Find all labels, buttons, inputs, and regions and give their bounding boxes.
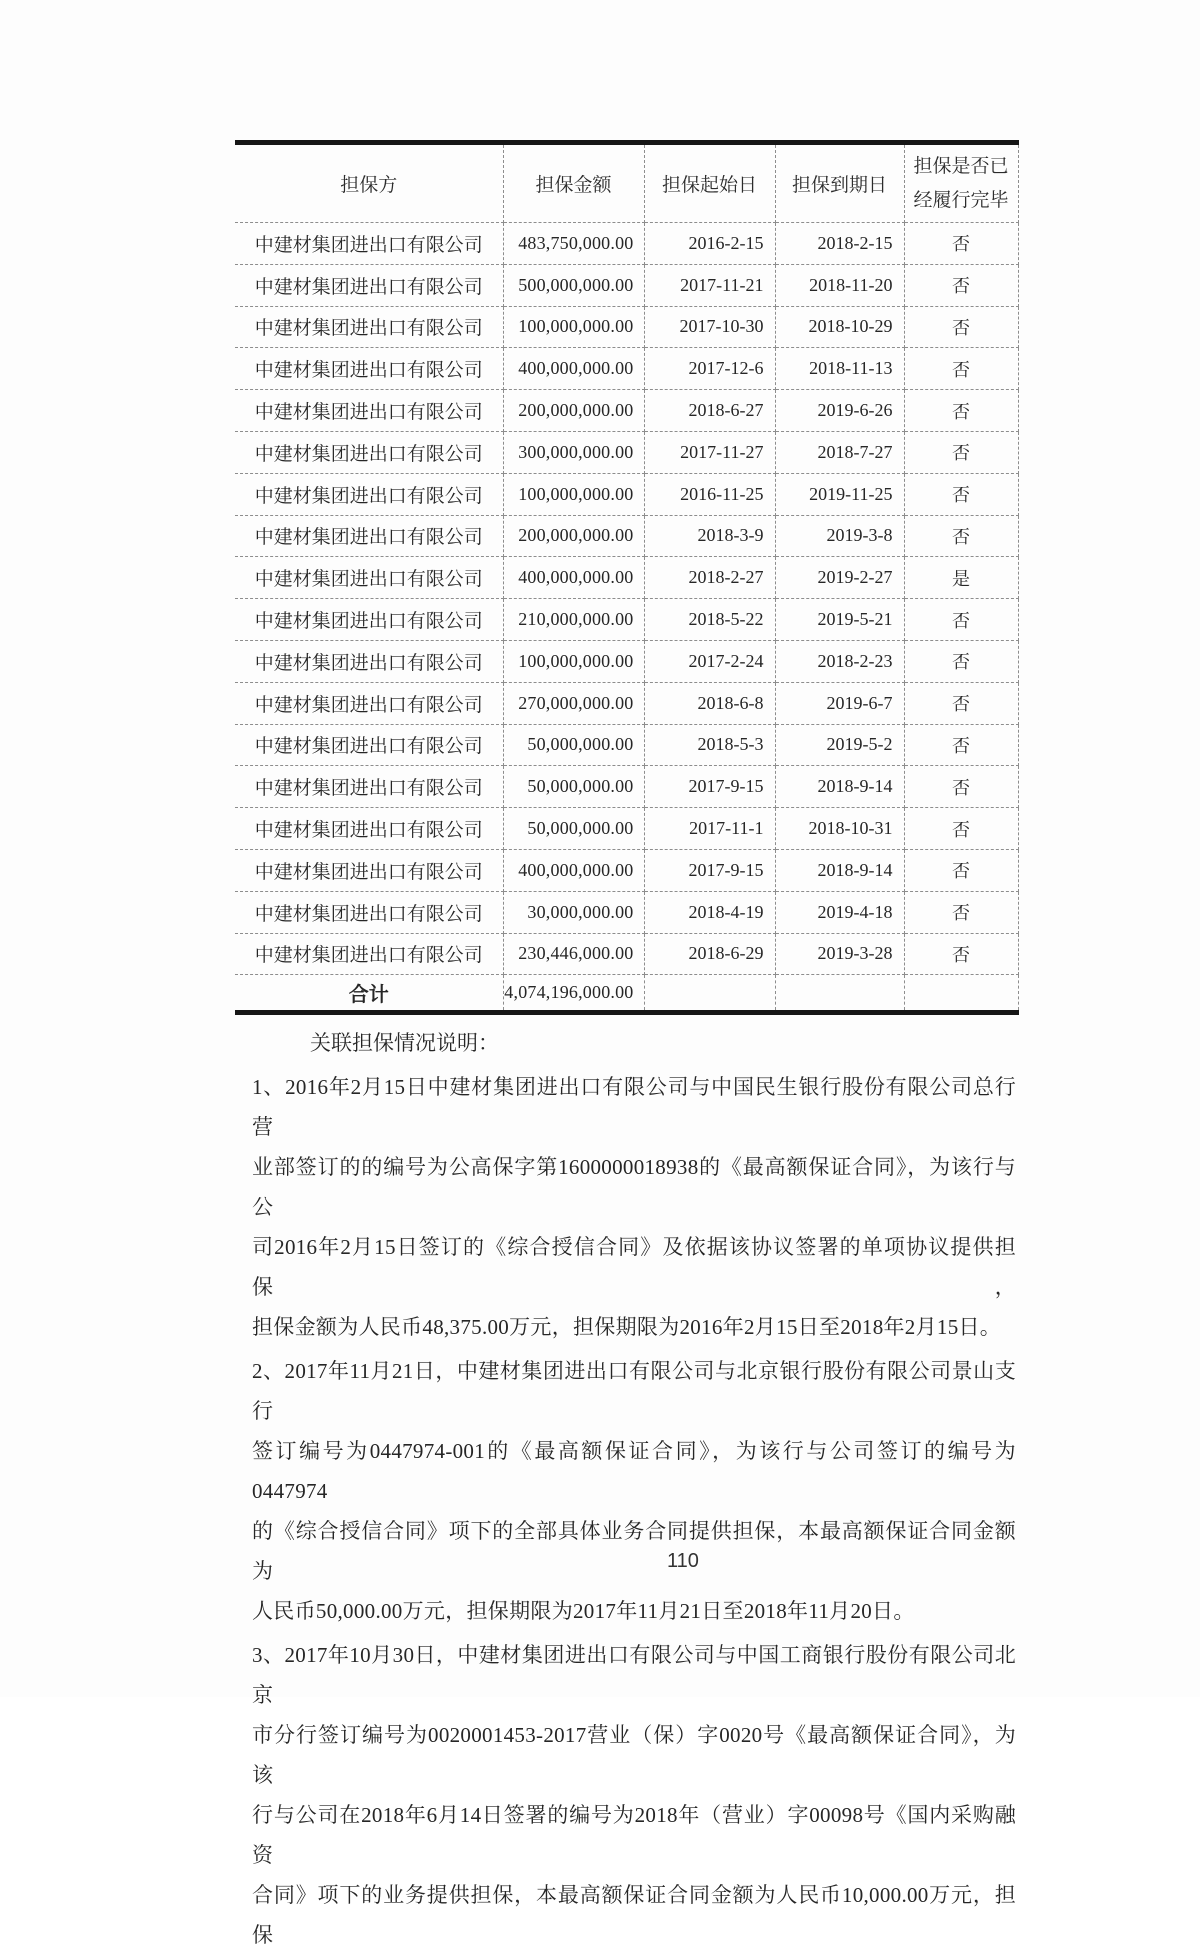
table-row — [235, 223, 1018, 265]
end-date-cell: 2018-2-23 — [775, 640, 904, 682]
notes-paragraphs — [252, 1067, 1016, 1955]
table-row — [235, 348, 1018, 390]
table-row — [235, 891, 1018, 933]
start-date-cell: 2016-11-25 — [644, 473, 775, 515]
fulfilled-cell: 是 — [904, 557, 1018, 599]
paragraph-line: 2、2017年11月21日，中建材集团进出口有限公司与北京银行股份有限公司景山支行 — [252, 1359, 1016, 1423]
fulfilled-cell: 否 — [904, 515, 1018, 557]
start-date-cell: 2018-2-27 — [644, 557, 775, 599]
table-row — [235, 390, 1018, 432]
start-date-cell: 2017-12-6 — [644, 348, 775, 390]
end-date-cell: 2018-7-27 — [775, 431, 904, 473]
start-date-cell: 2017-11-27 — [644, 431, 775, 473]
end-date-cell: 2019-4-18 — [775, 891, 904, 933]
table-row — [235, 599, 1018, 641]
table-row — [235, 808, 1018, 850]
guarantor-cell: 中建材集团进出口有限公司 — [235, 640, 503, 682]
end-date-cell: 2018-9-14 — [775, 849, 904, 891]
guarantor-cell: 中建材集团进出口有限公司 — [235, 515, 503, 557]
guarantor-cell: 中建材集团进出口有限公司 — [235, 849, 503, 891]
table-row — [235, 515, 1018, 557]
fulfilled-cell: 否 — [904, 933, 1018, 975]
end-date-cell: 2018-10-29 — [775, 306, 904, 348]
paragraph-line: 司2016年2月15日签订的《综合授信合同》及依据该协议签署的单项协议提供担保， — [252, 1235, 1016, 1299]
amount-cell: 200,000,000.00 — [503, 515, 644, 557]
guarantor-cell: 中建材集团进出口有限公司 — [235, 306, 503, 348]
table-row — [235, 306, 1018, 348]
fulfilled-cell: 否 — [904, 473, 1018, 515]
start-date-cell: 2017-11-1 — [644, 808, 775, 850]
table-row — [235, 264, 1018, 306]
start-date-cell: 2017-11-21 — [644, 264, 775, 306]
table-row — [235, 473, 1018, 515]
guarantor-cell: 中建材集团进出口有限公司 — [235, 808, 503, 850]
paragraph-line: 签订编号为0447974-001的《最高额保证合同》，为该行与公司签订的编号为0447974 — [252, 1439, 1016, 1503]
end-date-cell: 2018-11-20 — [775, 264, 904, 306]
amount-cell: 200,000,000.00 — [503, 390, 644, 432]
paragraph-line: 人民币50,000.00万元，担保期限为2017年11月21日至2018年11月20日。 — [252, 1599, 915, 1623]
paragraph-line: 业部签订的的编号为公高保字第1600000018938的《最高额保证合同》，为该行与公 — [252, 1155, 1016, 1219]
start-date-cell: 2017-10-30 — [644, 306, 775, 348]
notes-heading: 关联担保情况说明： — [310, 1031, 499, 1055]
table-total-row — [235, 975, 1018, 1013]
table-row — [235, 849, 1018, 891]
end-date-cell: 2019-11-25 — [775, 473, 904, 515]
end-date-cell: 2019-5-2 — [775, 724, 904, 766]
amount-cell: 270,000,000.00 — [503, 682, 644, 724]
end-date-cell: 2018-10-31 — [775, 808, 904, 850]
start-date-cell: 2018-5-3 — [644, 724, 775, 766]
amount-cell: 30,000,000.00 — [503, 891, 644, 933]
fulfilled-cell: 否 — [904, 640, 1018, 682]
guarantor-cell: 中建材集团进出口有限公司 — [235, 473, 503, 515]
guarantor-cell: 中建材集团进出口有限公司 — [235, 682, 503, 724]
guarantor-cell: 中建材集团进出口有限公司 — [235, 431, 503, 473]
start-date-cell: 2018-5-22 — [644, 599, 775, 641]
start-date-cell: 2018-6-27 — [644, 390, 775, 432]
table-row — [235, 682, 1018, 724]
amount-cell: 210,000,000.00 — [503, 599, 644, 641]
fulfilled-cell: 否 — [904, 264, 1018, 306]
amount-cell: 50,000,000.00 — [503, 766, 644, 808]
paragraph-line: 3、2017年10月30日，中建材集团进出口有限公司与中国工商银行股份有限公司北京 — [252, 1643, 1016, 1707]
amount-cell: 100,000,000.00 — [503, 306, 644, 348]
amount-cell: 400,000,000.00 — [503, 348, 644, 390]
paragraph-line: 的《综合授信合同》项下的全部具体业务合同提供担保，本最高额保证合同金额为 — [252, 1519, 1016, 1583]
fulfilled-cell: 否 — [904, 348, 1018, 390]
amount-cell: 483,750,000.00 — [503, 223, 644, 265]
notes-section — [252, 1023, 1016, 1955]
paragraph-line: 1、2016年2月15日中建材集团进出口有限公司与中国民生银行股份有限公司总行营 — [252, 1075, 1016, 1139]
guarantor-cell: 中建材集团进出口有限公司 — [235, 557, 503, 599]
header-fulfilled-line2: 经履行完毕 — [913, 189, 1009, 211]
header-end-date: 担保到期日 — [775, 143, 904, 223]
start-date-cell: 2018-3-9 — [644, 515, 775, 557]
amount-cell: 100,000,000.00 — [503, 473, 644, 515]
guarantor-cell: 中建材集团进出口有限公司 — [235, 223, 503, 265]
start-date-cell: 2017-9-15 — [644, 766, 775, 808]
amount-cell: 50,000,000.00 — [503, 724, 644, 766]
fulfilled-cell: 否 — [904, 808, 1018, 850]
start-date-cell: 2017-2-24 — [644, 640, 775, 682]
header-fulfilled — [904, 143, 1018, 223]
fulfilled-cell: 否 — [904, 766, 1018, 808]
guarantor-cell: 中建材集团进出口有限公司 — [235, 724, 503, 766]
end-date-cell: 2019-6-26 — [775, 390, 904, 432]
guarantor-cell: 中建材集团进出口有限公司 — [235, 390, 503, 432]
guarantor-cell: 中建材集团进出口有限公司 — [235, 599, 503, 641]
table-row — [235, 557, 1018, 599]
header-amount: 担保金额 — [503, 143, 644, 223]
start-date-cell: 2018-6-8 — [644, 682, 775, 724]
guarantor-cell: 中建材集团进出口有限公司 — [235, 264, 503, 306]
note-paragraph — [252, 1351, 1016, 1631]
fulfilled-cell: 否 — [904, 390, 1018, 432]
amount-cell: 400,000,000.00 — [503, 849, 644, 891]
table-row — [235, 766, 1018, 808]
amount-cell: 50,000,000.00 — [503, 808, 644, 850]
amount-cell: 400,000,000.00 — [503, 557, 644, 599]
end-date-cell: 2019-5-21 — [775, 599, 904, 641]
start-date-cell: 2017-9-15 — [644, 849, 775, 891]
end-date-cell: 2019-6-7 — [775, 682, 904, 724]
end-date-cell: 2019-3-8 — [775, 515, 904, 557]
start-date-cell: 2018-4-19 — [644, 891, 775, 933]
paragraph-line: 市分行签订编号为0020001453-2017营业（保）字0020号《最高额保证合同》，为该 — [252, 1723, 1016, 1787]
table-row — [235, 933, 1018, 975]
page-number: 110 — [667, 1550, 699, 1572]
fulfilled-cell: 否 — [904, 223, 1018, 265]
start-date-cell: 2018-6-29 — [644, 933, 775, 975]
end-date-cell: 2018-9-14 — [775, 766, 904, 808]
amount-cell: 100,000,000.00 — [503, 640, 644, 682]
fulfilled-cell: 否 — [904, 724, 1018, 766]
paragraph-line: 担保金额为人民币48,375.00万元，担保期限为2016年2月15日至2018年2月15日。 — [252, 1315, 1002, 1339]
fulfilled-cell: 否 — [904, 849, 1018, 891]
amount-cell: 230,446,000.00 — [503, 933, 644, 975]
fulfilled-cell: 否 — [904, 891, 1018, 933]
header-start-date: 担保起始日 — [644, 143, 775, 223]
paragraph-line: 合同》项下的业务提供担保，本最高额保证合同金额为人民币10,000.00万元，担保 — [252, 1883, 1016, 1947]
note-paragraph — [252, 1067, 1016, 1347]
table-row — [235, 431, 1018, 473]
table-header-row — [235, 143, 1018, 223]
fulfilled-cell: 否 — [904, 682, 1018, 724]
table-row — [235, 724, 1018, 766]
empty-cell — [644, 975, 775, 1013]
total-label: 合计 — [235, 975, 503, 1013]
start-date-cell: 2016-2-15 — [644, 223, 775, 265]
end-date-cell: 2019-3-28 — [775, 933, 904, 975]
table-row — [235, 640, 1018, 682]
fulfilled-cell: 否 — [904, 306, 1018, 348]
guarantor-cell: 中建材集团进出口有限公司 — [235, 891, 503, 933]
guarantee-table — [235, 140, 1019, 1015]
total-amount: 4,074,196,000.00 — [503, 975, 644, 1013]
guarantor-cell: 中建材集团进出口有限公司 — [235, 348, 503, 390]
guarantor-cell: 中建材集团进出口有限公司 — [235, 766, 503, 808]
header-guarantor: 担保方 — [235, 143, 503, 223]
paragraph-line: 行与公司在2018年6月14日签署的编号为2018年（营业）字00098号《国内采购融资 — [252, 1803, 1016, 1867]
fulfilled-cell: 否 — [904, 431, 1018, 473]
fulfilled-cell: 否 — [904, 599, 1018, 641]
table-body — [235, 223, 1018, 975]
empty-cell — [904, 975, 1018, 1013]
note-paragraph — [252, 1635, 1016, 1955]
empty-cell — [775, 975, 904, 1013]
amount-cell: 500,000,000.00 — [503, 264, 644, 306]
guarantor-cell: 中建材集团进出口有限公司 — [235, 933, 503, 975]
end-date-cell: 2018-2-15 — [775, 223, 904, 265]
amount-cell: 300,000,000.00 — [503, 431, 644, 473]
header-fulfilled-line1: 担保是否已 — [913, 155, 1009, 177]
end-date-cell: 2018-11-13 — [775, 348, 904, 390]
end-date-cell: 2019-2-27 — [775, 557, 904, 599]
